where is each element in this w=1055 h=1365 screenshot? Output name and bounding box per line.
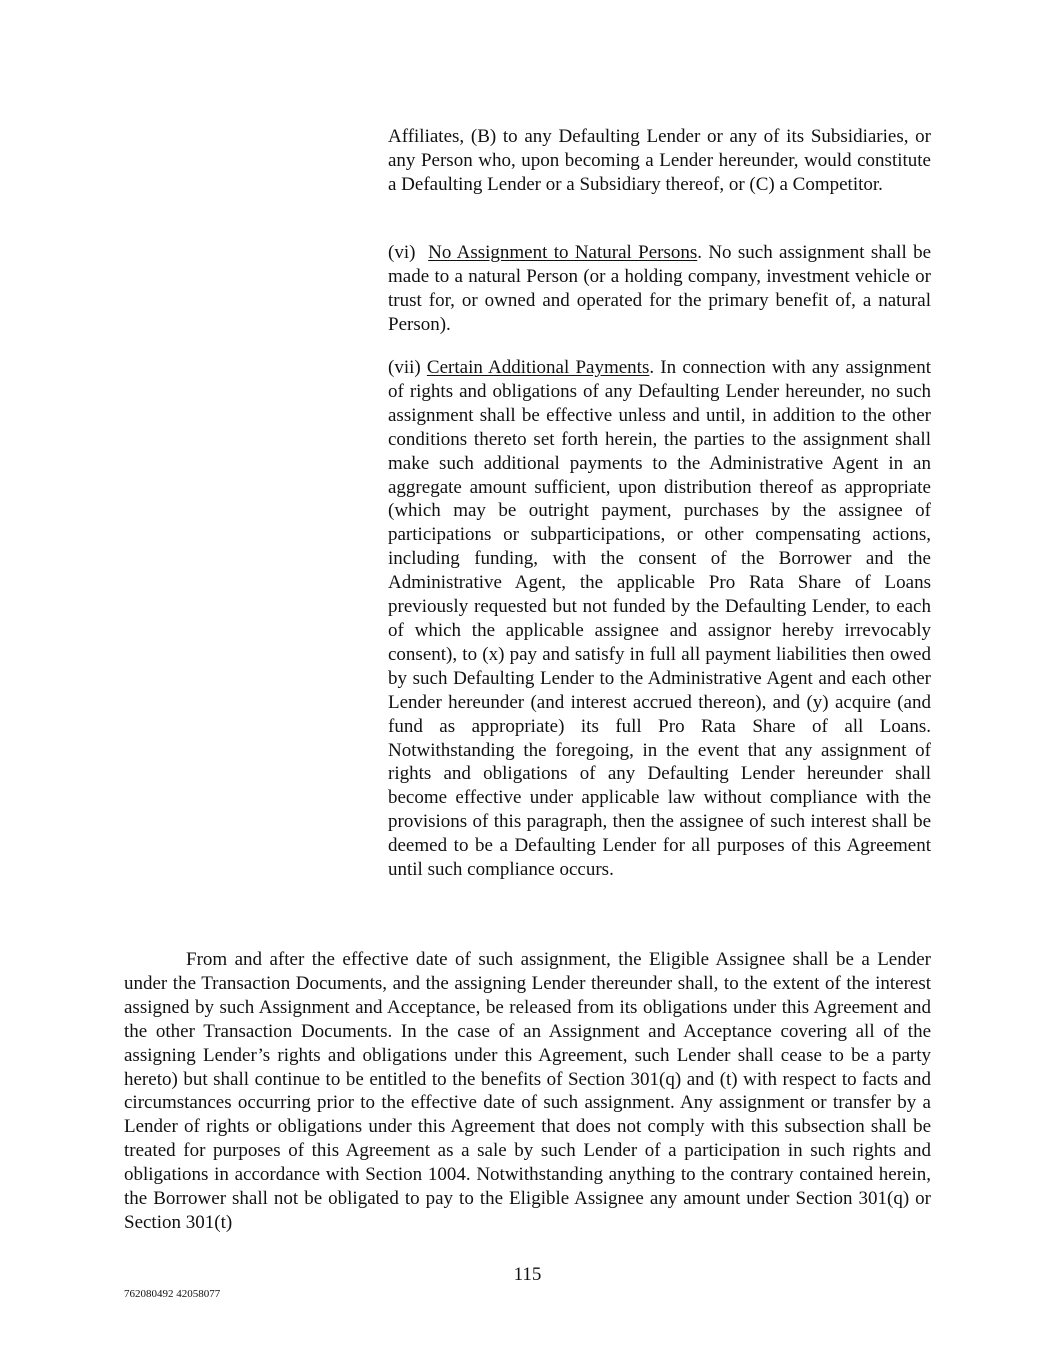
clause-vii-heading: Certain Additional Payments bbox=[426, 357, 650, 378]
clause-vi-number: (vi) bbox=[388, 242, 416, 263]
clause-vii-number: (vii) bbox=[388, 357, 421, 378]
body-paragraph: From and after the effective date of such assignment, the Eligible Assignee shall be a Lender under the Transaction Documents, and the assigning Lender thereunder shall, to the extent of the interest assigned by such Assignment and Acceptance, be released from its obligations under this Agreement and the other Transaction Documents. In the case of an Assignment and Acceptance covering all of the assigning Lender’s rights and obligations under this Agreement, such Lender shall cease to be a party hereto) but shall continue to be entitled to the benefits of Section 301(q) and (t) with respect to facts and circumstances occurring prior to the effective date of such assignment. Any assignment or transfer by a Lender of rights or obligations under this Agreement that does not comply with this subsection shall be treated for purposes of this Agreement as a sale by such Lender of a participation in such rights and obligations in accordance with Section 1004. Notwithstanding anything to the contrary contained herein, the Borrower shall not be obligated to pay to the Eligible Assignee any amount under Section 301(q) or Section 301(t) bbox=[124, 949, 931, 1233]
clause-vii-body: . In connection with any assignment of rights and obligations of any Defaulting Lender hereunder, no such assignment shall be effective unless and until, in addition to the other conditions thereto set forth herein, the parties to the assignment shall make such additional payments to the Administrative Agent in an aggregate amount sufficient, upon distribution thereof as appropriate (which may be outright payment, purchases by the assignee of participations or subparticipations, or other compensating actions, including funding, with the consent of the Borrower and the Administrative Agent, the applicable Pro Rata Share of Loans previously requested but not funded by the Defaulting Lender, to each of which the applicable assignee and assignor hereby irrevocably consent), to (x) pay and satisfy in full all payment liabilities then owed by such Defaulting Lender to the Administrative Agent and each other Lender hereunder (and interest accrued thereon), and (y) acquire (and fund as appropriate) its full Pro Rata Share of all Loans. Notwithstanding the foregoing, in the event that any assignment of rights and obligations of any Defaulting Lender hereunder shall become effective under applicable law without compliance with the provisions of this paragraph, then the assignee of such interest shall be deemed to be a Defaulting Lender for all purposes of this Agreement until such compliance occurs. bbox=[388, 357, 932, 881]
page-number: 115 bbox=[513, 1264, 542, 1285]
clause-vi-heading: No Assignment to Natural Persons bbox=[428, 242, 698, 263]
clause-vi-body: . No such assignment shall be made to a natural Person (or a holding company, investment vehicle or trust for, or owned and operated for the primary benefit of, a natural Person). bbox=[388, 242, 932, 335]
clause-vi bbox=[388, 241, 931, 337]
clause-vii bbox=[388, 356, 931, 882]
document-id: 762080492 42058077 bbox=[124, 1288, 221, 1300]
clause-continuation: Affiliates, (B) to any Defaulting Lender or any of its Subsidiaries, or any Person who, upon becoming a Lender hereunder, would constitute a Defaulting Lender or a Subsidiary thereof, or (C) a Competitor. bbox=[388, 126, 931, 195]
